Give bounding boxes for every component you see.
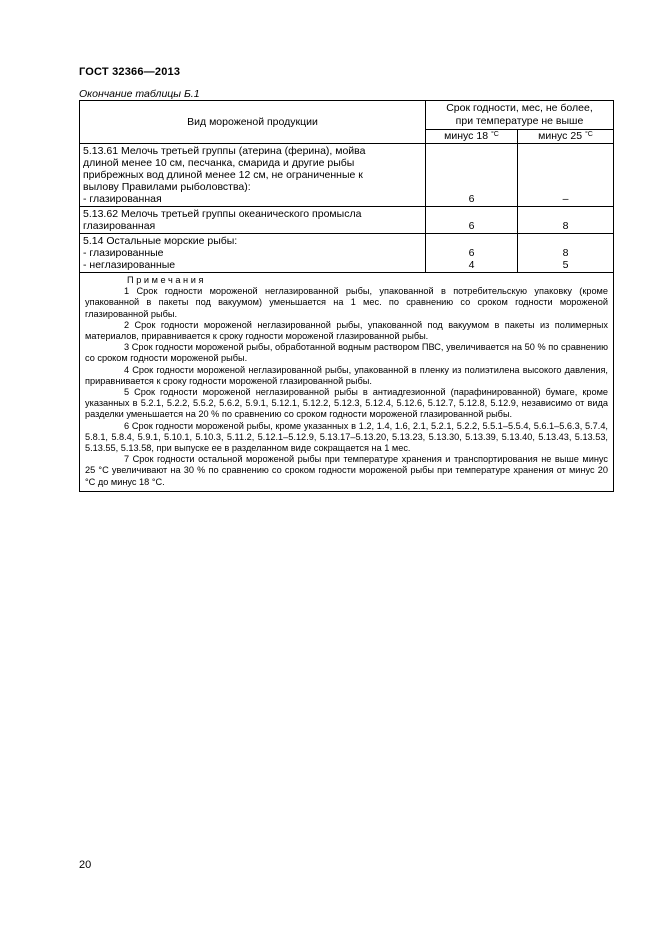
value-minus-18: 6 — [426, 207, 518, 234]
value-minus-25: 8 5 — [518, 234, 614, 273]
note-item: 2 Срок годности мороженой неглазированной рыбы, упакованной под вакуумом в пакеты из полимерных материалов, приравнивается к сроку годности мороженой глазированной рыбы. — [85, 319, 608, 342]
value-minus-18: 6 — [426, 144, 518, 207]
column-header-minus-25: минус 25 $^{^\circ С}$ — [518, 130, 614, 144]
product-cell: 5.13.62 Мелочь третьей группы океанического промысла глазированная — [80, 207, 426, 234]
product-cell: 5.13.61 Мелочь третьей группы (атерина (ферина), мойва длиной менее 10 см, песчанка, смарида и другие рыбы прибрежных вод длиной менее 12 см, не ограниченные к вылову Правилами рыболовства): - глазированная — [80, 144, 426, 207]
product-cell: 5.14 Остальные морские рыбы: - глазированные - неглазированные — [80, 234, 426, 273]
table-caption: Окончание таблицы Б.1 — [79, 88, 200, 100]
notes-title: Примечания — [127, 275, 207, 285]
note-item: 7 Срок годности остальной мороженой рыбы при температуре хранения и транспортирования не выше минус 25 °С увеличивают на 30 % по сравнению со сроком годности мороженой рыбы при температуре хранения от минус 20 °С до минус 18 °С. — [85, 454, 608, 487]
note-item: 3 Срок годности мороженой рыбы, обработанной водным раствором ПВС, увеличивается на 50 % по сравнению со сроком годности мороженой рыбы. — [85, 342, 608, 364]
table-row — [80, 144, 614, 207]
page-number: 20 — [79, 859, 92, 871]
column-header-product: Вид мороженой продукции — [80, 101, 426, 144]
document-standard-header: ГОСТ 32366—2013 — [79, 66, 181, 78]
column-header-shelf-life: Срок годности, мес, не более, при температуре не выше — [426, 101, 614, 130]
shelf-life-table-container — [79, 100, 613, 492]
table-row — [80, 234, 614, 273]
column-header-minus-18: минус 18 $^{^\circ С}$ — [426, 130, 518, 144]
note-item: 6 Срок годности мороженой рыбы, кроме указанных в 1.2, 1.4, 1.6, 2.1, 5.2.1, 5.2.2, 5.5.1–5.5.4, 5.6.1–5.6.3, 5.7.4, 5.8.1, 5.8.4, 5.9.1, 5.10.1, 5.10.3, 5.11.2, 5.12.1–5.12.9, 5.13.17–5.13.20, 5.13.23, 5.13.30, 5.13.39, 5.13.40, 5.13.43, 5.13.53, 5.13.55, 5.13.58, при выпуске ее в разделанном виде сокращается на 1 мес. — [85, 420, 608, 454]
note-item: 5 Срок годности мороженой неглазированной рыбы в антиадгезионной (парафинированной) бумаге, кроме указанных в 5.2.1, 5.2.2, 5.5.2, 5.6.2, 5.9.1, 5.12.1, 5.12.2, 5.12.3, 5.12.4, 5.12.6, 5.12.7, 5.12.8, 5.12.9, независимо от вида разделки уменьшается на 20 % по сравнению со сроком годности мороженой глазированной рыбы. — [85, 387, 608, 420]
value-minus-18: 6 4 — [426, 234, 518, 273]
table-row — [80, 207, 614, 234]
note-item: 1 Срок годности мороженой неглазированной рыбы, упакованной в потребительскую упаковку (кроме упакованной в пакеты под вакуумом) уменьшается на 1 мес. по сравнению со сроком годности мороженой глазированной рыбы. — [85, 286, 608, 319]
value-minus-25: 8 — [518, 207, 614, 234]
value-minus-25: – — [518, 144, 614, 207]
notes-row — [80, 273, 614, 492]
note-item: 4 Срок годности мороженой неглазированной рыбы, упакованной в пленку из полиэтилена высокого давления, приравнивается к сроку годности мороженой глазированной рыбы. — [85, 364, 608, 386]
notes-cell — [80, 273, 614, 492]
shelf-life-table — [79, 100, 614, 492]
